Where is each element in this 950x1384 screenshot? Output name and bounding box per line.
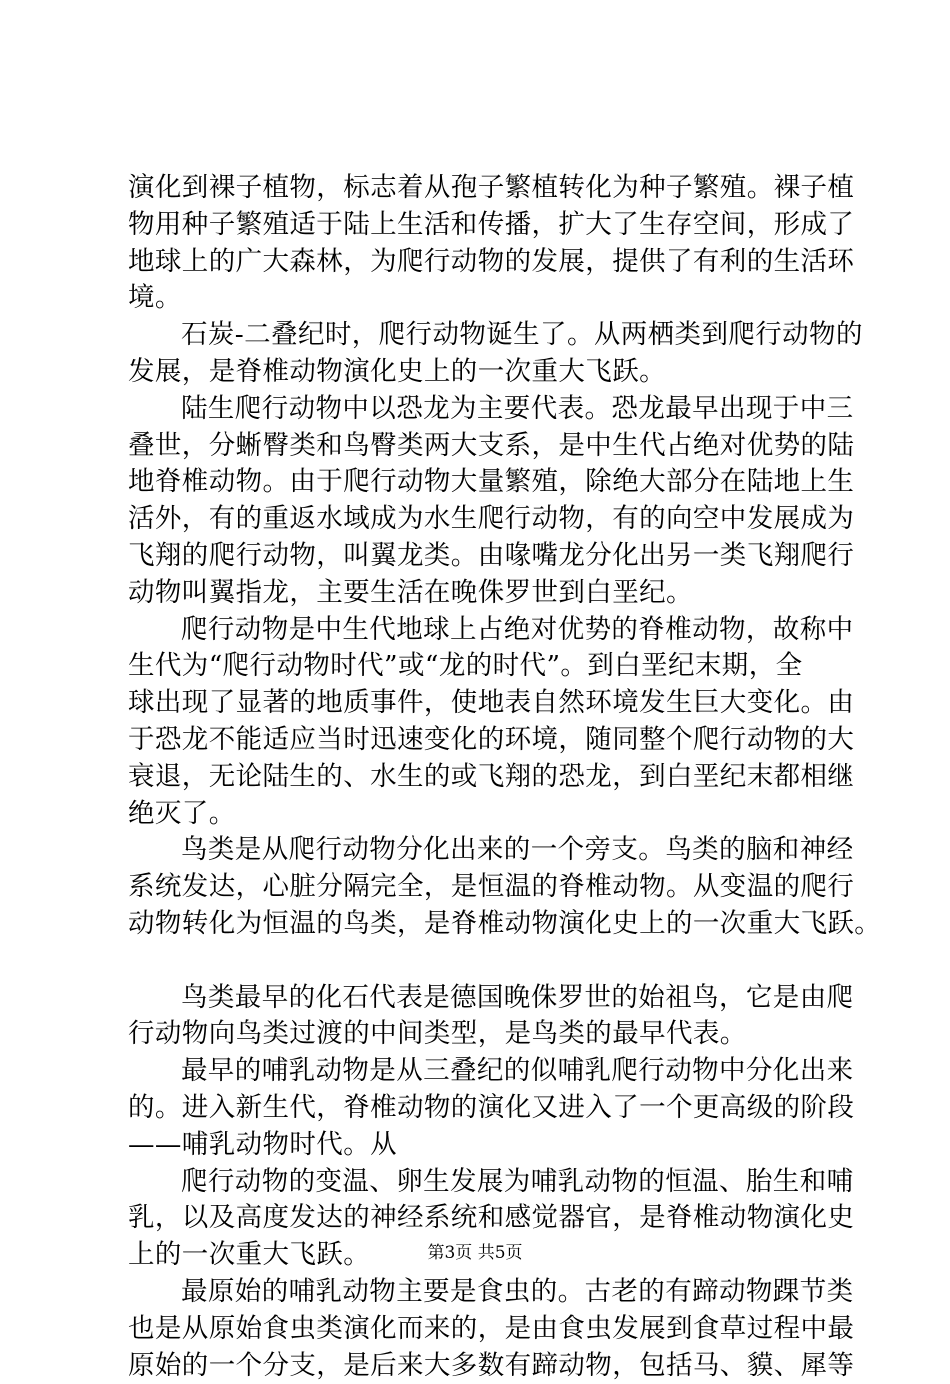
- text-line: 动物叫翼指龙，主要生活在晚侏罗世到白垩纪。: [128, 575, 840, 612]
- text-line: 陆生爬行动物中以恐龙为主要代表。恐龙最早出现于中三: [128, 391, 840, 428]
- text-line: 境。: [128, 280, 840, 317]
- text-line: 球出现了显著的地质事件，使地表自然环境发生巨大变化。由: [128, 685, 840, 722]
- text-line: 最早的哺乳动物是从三叠纪的似哺乳爬行动物中分化出来: [128, 1053, 840, 1090]
- text-line: 也是从原始食虫类演化而来的，是由食虫发展到食草过程中最: [128, 1311, 840, 1348]
- text-line: 生代为“爬行动物时代”或“龙的时代”。到白垩纪末期，全: [128, 648, 840, 685]
- page-footer: 第3页 共5页: [0, 1241, 950, 1265]
- text-line: 系统发达，心脏分隔完全，是恒温的脊椎动物。从变温的爬行: [128, 869, 840, 906]
- text-line: 的。进入新生代，脊椎动物的演化又进入了一个更高级的阶段: [128, 1090, 840, 1127]
- text-line: 叠世，分蜥臀类和鸟臀类两大支系，是中生代占绝对优势的陆: [128, 428, 840, 465]
- text-line: 绝灭了。: [128, 796, 840, 833]
- text-line: 鸟类是从爬行动物分化出来的一个旁支。鸟类的脑和神经: [128, 832, 840, 869]
- text-line: 动物转化为恒温的鸟类，是脊椎动物演化史上的一次重大飞跃。: [128, 906, 840, 943]
- text-line: 物用种子繁殖适于陆上生活和传播，扩大了生存空间，形成了: [128, 207, 840, 244]
- text-line: 原始的一个分支，是后来大多数有蹄动物，包括马、貘、犀等: [128, 1348, 840, 1384]
- text-line: 石炭-二叠纪时，爬行动物诞生了。从两栖类到爬行动物的: [128, 317, 840, 354]
- text-line: 活外，有的重返水域成为水生爬行动物，有的向空中发展成为: [128, 501, 840, 538]
- text-line: 发展，是脊椎动物演化史上的一次重大飞跃。: [128, 354, 840, 391]
- document-body: [128, 170, 840, 1384]
- text-line: 地脊椎动物。由于爬行动物大量繁殖，除绝大部分在陆地上生: [128, 464, 840, 501]
- text-line: 鸟类最早的化石代表是德国晚侏罗世的始祖鸟，它是由爬: [128, 980, 840, 1017]
- text-line: 乳，以及高度发达的神经系统和感觉器官，是脊椎动物演化史: [128, 1200, 840, 1237]
- text-line: 爬行动物是中生代地球上占绝对优势的脊椎动物，故称中: [128, 612, 840, 649]
- text-line: 爬行动物的变温、卵生发展为哺乳动物的恒温、胎生和哺: [128, 1164, 840, 1201]
- text-line: 衰退，无论陆生的、水生的或飞翔的恐龙，到白垩纪末都相继: [128, 759, 840, 796]
- text-line: [128, 943, 840, 980]
- text-line: 最原始的哺乳动物主要是食虫的。古老的有蹄动物踝节类: [128, 1274, 840, 1311]
- text-line: 于恐龙不能适应当时迅速变化的环境，随同整个爬行动物的大: [128, 722, 840, 759]
- text-line: 地球上的广大森林，为爬行动物的发展，提供了有利的生活环: [128, 244, 840, 281]
- text-line: ——哺乳动物时代。从: [128, 1127, 840, 1164]
- text-line: 演化到裸子植物，标志着从孢子繁植转化为种子繁殖。裸子植: [128, 170, 840, 207]
- text-line: 上的一次重大飞跃。: [128, 1237, 840, 1274]
- text-line: 行动物向鸟类过渡的中间类型，是鸟类的最早代表。: [128, 1016, 840, 1053]
- text-line: 飞翔的爬行动物，叫翼龙类。由喙嘴龙分化出另一类飞翔爬行: [128, 538, 840, 575]
